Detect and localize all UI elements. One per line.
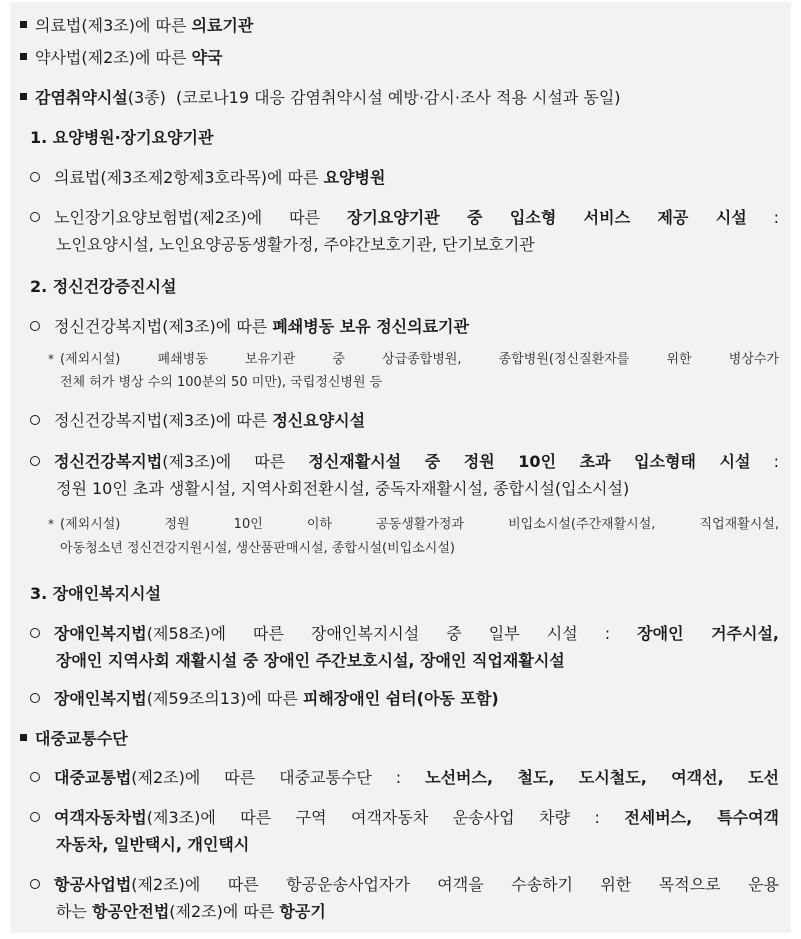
item-public-transport-act: 대중교통법(제2조)에 따른 대중교통수단 : 노선버스, 철도, 도시철도, 여객선, 도선 [30,767,779,789]
circle-bullet-icon [30,172,40,182]
item-long-term-care-continued: 노인요양시설, 노인요양공동생활가정, 주야간보호기관, 단기보호기관 [56,235,535,254]
item-mental-rehab-facility-continued: 정원 10인 초과 생활시설, 지역사회전환시설, 중독자재활시설, 종합시설(입소시설) [56,479,630,498]
item-psychiatric-closed-ward: 정신건강복지법(제3조)에 따른 폐쇄병동 보유 정신의료기관 [30,316,779,338]
document-panel [10,2,791,933]
circle-bullet-icon [30,693,40,703]
note-excluded-1: * (제외시설) 폐쇄병동 보유기관 중 상급종합병원, 종합병원(정신질환자를 위한 병상수가 [48,352,779,367]
circle-bullet-icon [30,628,40,638]
item-aviation-act: 항공사업법(제2조)에 따른 항공운송사업자가 여객을 수송하기 위한 목적으로 운용 [30,874,779,896]
bullet-infection-vulnerable-facilities: 감염취약시설(3종) (코로나19 대응 감염취약시설 예방·감시·조사 적용 시설과 동일) [20,87,779,109]
circle-bullet-icon [30,812,40,822]
item-mental-rehab-facility: 정신건강복지법(제3조)에 따른 정신재활시설 중 정원 10인 초과 입소형태 시설 : [30,451,779,473]
section-title-1: 1. 요양병원·장기요양기관 [30,128,214,147]
circle-bullet-icon [30,772,40,782]
square-bullet-icon [20,53,27,60]
circle-bullet-icon [30,456,40,466]
item-long-term-care: 노인장기요양보험법(제2조)에 따른 장기요양기관 중 입소형 서비스 제공 시설 : [30,207,779,229]
item-disability-welfare-continued: 장애인 지역사회 재활시설 중 장애인 주간보호시설, 장애인 직업재활시설 [56,651,565,670]
circle-bullet-icon [30,212,40,222]
square-bullet-icon [20,21,27,28]
note-excluded-2-continued: 아동청소년 정신건강지원시설, 생산품판매시설, 종합시설(비입소시설) [60,541,455,556]
square-bullet-icon [20,93,27,100]
item-passenger-vehicle-act: 여객자동차법(제3조)에 따른 구역 여객자동차 운송사업 차량 : 전세버스, 특수여객 [30,807,779,829]
square-bullet-icon [20,734,27,741]
circle-bullet-icon [30,321,40,331]
note-excluded-2: * (제외시설) 정원 10인 이하 공동생활가정과 비입소시설(주간재활시설, 직업재활시설, [48,517,779,532]
bullet-pharmacy: 약사법(제2조)에 따른 약국 [20,47,779,69]
circle-bullet-icon [30,415,40,425]
item-mental-care-facility: 정신건강복지법(제3조)에 따른 정신요양시설 [30,410,779,432]
bullet-public-transport: 대중교통수단 [20,728,779,750]
circle-bullet-icon [30,879,40,889]
item-passenger-vehicle-act-continued: 자동차, 일반택시, 개인택시 [56,835,250,854]
item-victim-shelter: 장애인복지법(제59조의13)에 따른 피해장애인 쉼터(아동 포함) [30,688,779,710]
bullet-medical-institution: 의료법(제3조)에 따른 의료기관 [20,15,779,37]
section-title-3: 3. 장애인복지시설 [30,584,161,603]
item-aviation-act-continued: 하는 항공안전법(제2조)에 따른 항공기 [56,902,326,921]
note-excluded-1-continued: 전체 허가 병상 수의 100분의 50 미만), 국립정신병원 등 [60,375,383,390]
item-nursing-hospital: 의료법(제3조제2항제3호라목)에 따른 요양병원 [30,167,779,189]
section-title-2: 2. 정신건강증진시설 [30,277,177,296]
item-disability-welfare: 장애인복지법(제58조)에 따른 장애인복지시설 중 일부 시설 : 장애인 거주시설, [30,623,779,645]
